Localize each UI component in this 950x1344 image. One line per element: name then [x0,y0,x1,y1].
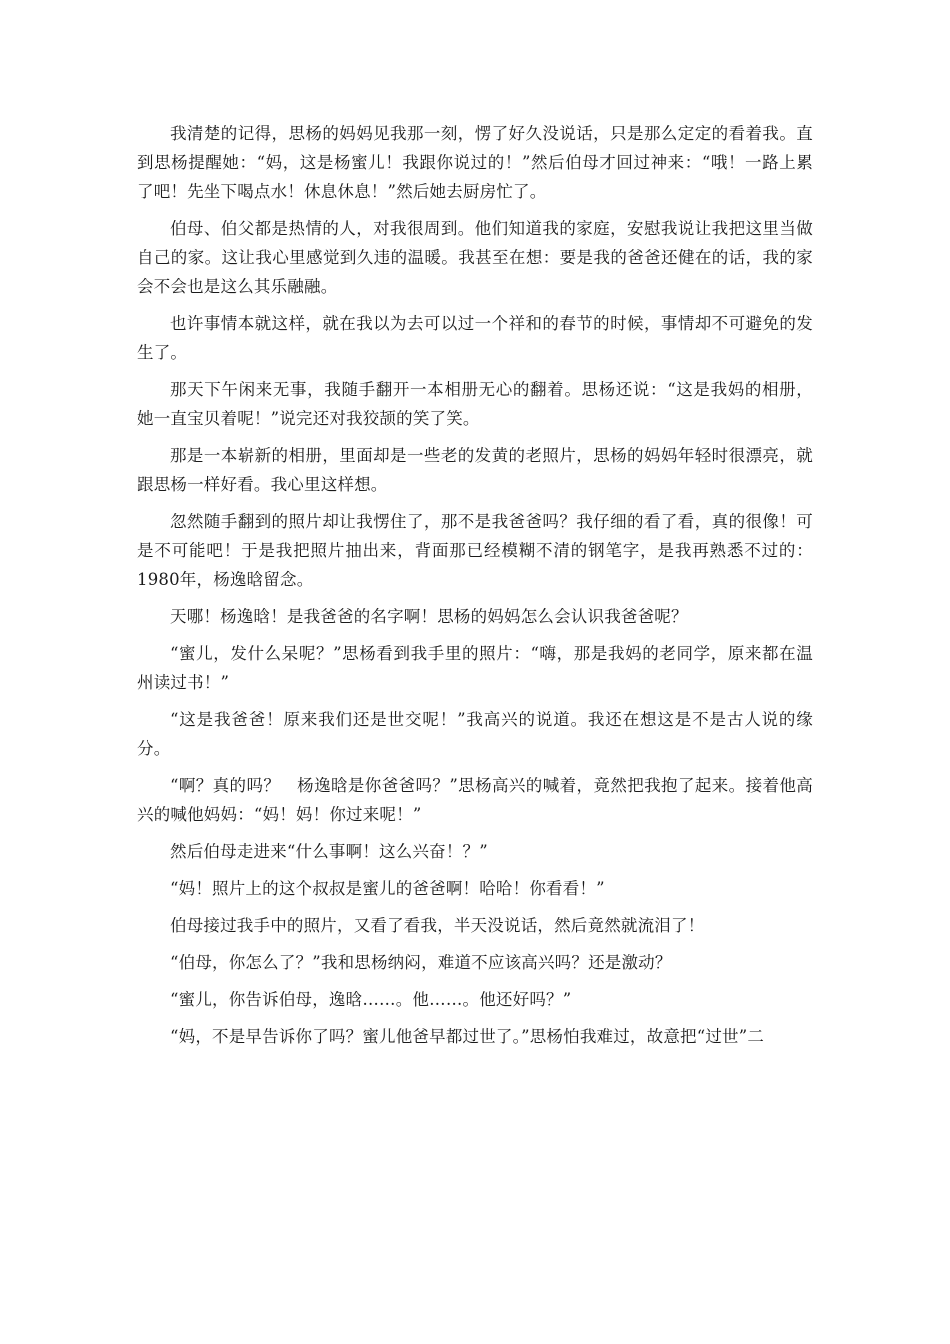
paragraph-10: “啊？真的吗？ 杨逸晗是你爸爸吗？”思杨高兴的喊着，竟然把我抱了起来。接着他高兴的喊他妈妈：“妈！妈！你过来呢！” [137,776,813,824]
document-page [137,119,813,1059]
paragraph-1: 我清楚的记得，思杨的妈妈见我那一刻，愣了好久没说话，只是那么定定的看着我。直到思杨提醒她：“妈，这是杨蜜儿！我跟你说过的！”然后伯母才回过神来：“哦！一路上累了吧！先坐下喝点水！休息休息！”然后她去厨房忙了。 [137,124,813,201]
paragraph-8: “蜜儿，发什么呆呢？”思杨看到我手里的照片：“嗨，那是我妈的老同学，原来都在温州读过书！” [137,644,813,692]
paragraph-12: “妈！照片上的这个叔叔是蜜儿的爸爸啊！哈哈！你看看！” [170,879,605,898]
paragraph-16: “妈，不是早告诉你了吗？蜜儿他爸早都过世了。”思杨怕我难过，故意把“过世”二 [170,1027,765,1046]
paragraph-11: 然后伯母走进来“什么事啊！这么兴奋！？” [170,842,488,861]
paragraph-2: 伯母、伯父都是热情的人，对我很周到。他们知道我的家庭，安慰我说让我把这里当做自己的家。这让我心里感觉到久违的温暖。我甚至在想：要是我的爸爸还健在的话，我的家会不会也是这么其乐融融。 [137,219,813,296]
paragraph-9: “这是我爸爸！原来我们还是世交呢！”我高兴的说道。我还在想这是不是古人说的缘分。 [137,710,813,758]
paragraph-6: 忽然随手翻到的照片却让我愣住了，那不是我爸爸吗？我仔细的看了看，真的很像！可是不可能吧！于是我把照片抽出来，背面那已经模糊不清的钢笔字，是我再熟悉不过的：1980年，杨逸晗留念。 [137,512,813,589]
paragraph-14: “伯母，你怎么了？”我和思杨纳闷，难道不应该高兴吗？还是激动？ [170,953,672,972]
paragraph-5: 那是一本崭新的相册，里面却是一些老的发黄的老照片，思杨的妈妈年轻时很漂亮，就跟思杨一样好看。我心里这样想。 [137,446,813,494]
paragraph-15: “蜜儿，你告诉伯母，逸晗……。他……。他还好吗？” [170,990,572,1009]
paragraph-3: 也许事情本就这样，就在我以为去可以过一个祥和的春节的时候，事情却不可避免的发生了。 [137,314,813,362]
paragraph-7: 天哪！杨逸晗！是我爸爸的名字啊！思杨的妈妈怎么会认识我爸爸呢？ [170,607,688,626]
paragraph-13: 伯母接过我手中的照片，又看了看我，半天没说话，然后竟然就流泪了！ [170,916,705,935]
paragraph-4: 那天下午闲来无事，我随手翻开一本相册无心的翻着。思杨还说：“这是我妈的相册，她一直宝贝着呢！”说完还对我狡颉的笑了笑。 [137,380,813,428]
